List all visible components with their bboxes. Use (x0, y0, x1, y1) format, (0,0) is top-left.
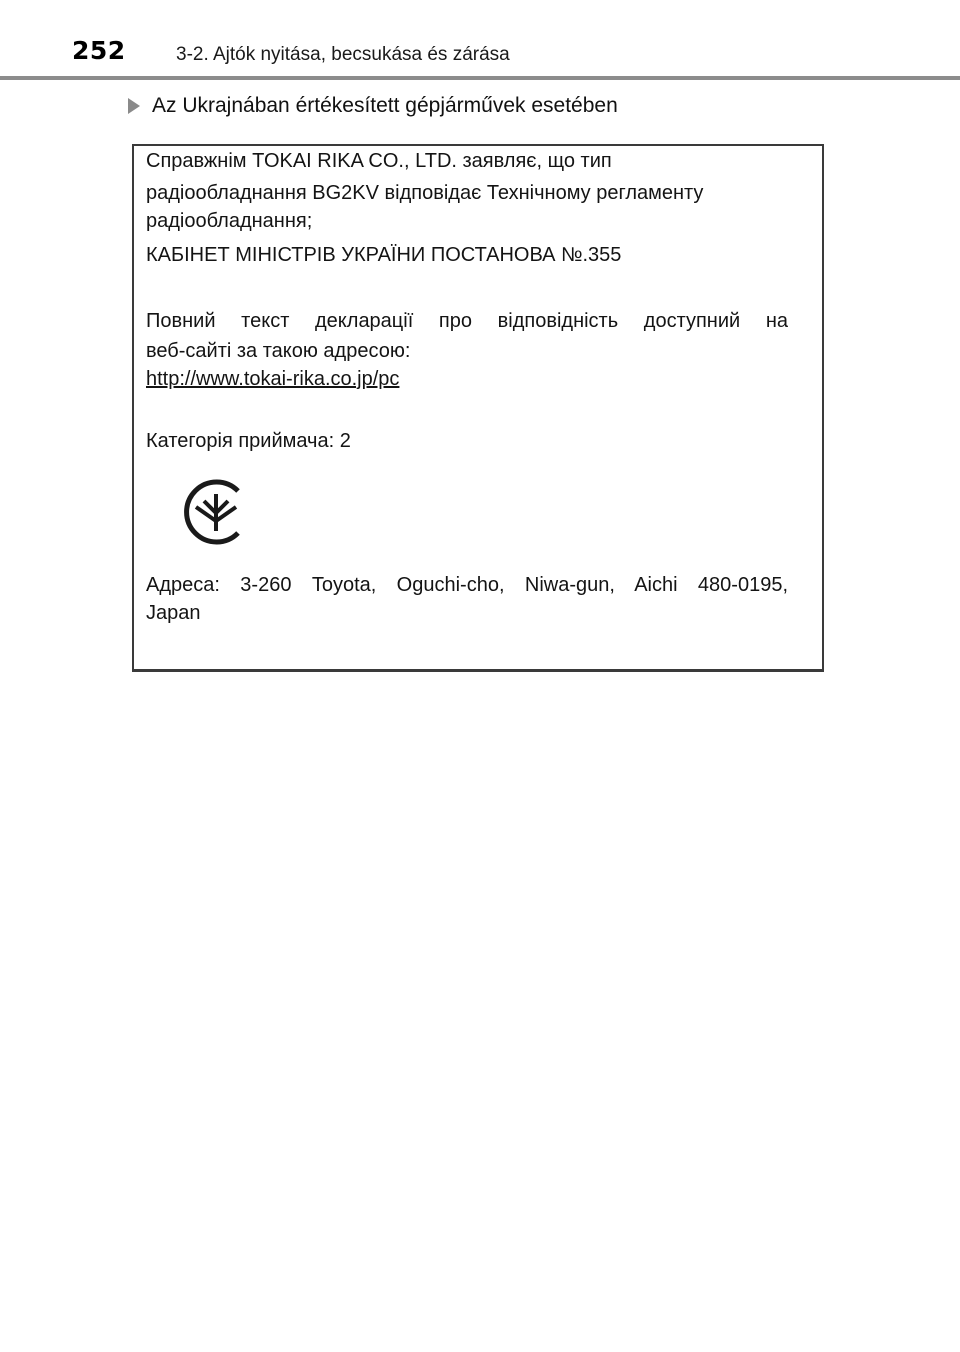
declaration-line-6: веб-сайті за такою адресою: (146, 340, 411, 362)
subheading (128, 92, 618, 120)
subheading-text: Az Ukrajnában értékesített gépjárművek esetében (152, 94, 618, 117)
page-header (0, 0, 960, 80)
ukrainian-conformity-mark-icon (178, 474, 254, 550)
declaration-url[interactable]: http://www.tokai-rika.co.jp/pc (146, 368, 400, 390)
declaration-line-3: радіообладнання; (146, 210, 313, 232)
address-line-1: Адреса: 3-260 Toyota, Oguchi-cho, Niwa-gun, Aichi 480-0195, (146, 574, 788, 596)
receiver-category: Категорія приймача: 2 (146, 430, 351, 452)
declaration-line-5: Повний текст декларації про відповідність доступний на (146, 310, 788, 332)
triangle-right-icon (128, 98, 140, 114)
page-number: 252 (72, 36, 126, 65)
section-title: 3-2. Ajtók nyitása, becsukása és zárása (176, 44, 510, 65)
declaration-box (132, 144, 824, 672)
declaration-line-2: радіообладнання BG2KV відповідає Технічному регламенту (146, 182, 704, 204)
declaration-line-1: Справжнім TOKAI RIKA CO., LTD. заявляє, що тип (146, 150, 612, 172)
header-rule (0, 76, 960, 80)
declaration-line-4: КАБІНЕТ МІНІСТРІВ УКРАЇНИ ПОСТАНОВА №.355 (146, 244, 622, 266)
address-line-2: Japan (146, 602, 201, 624)
